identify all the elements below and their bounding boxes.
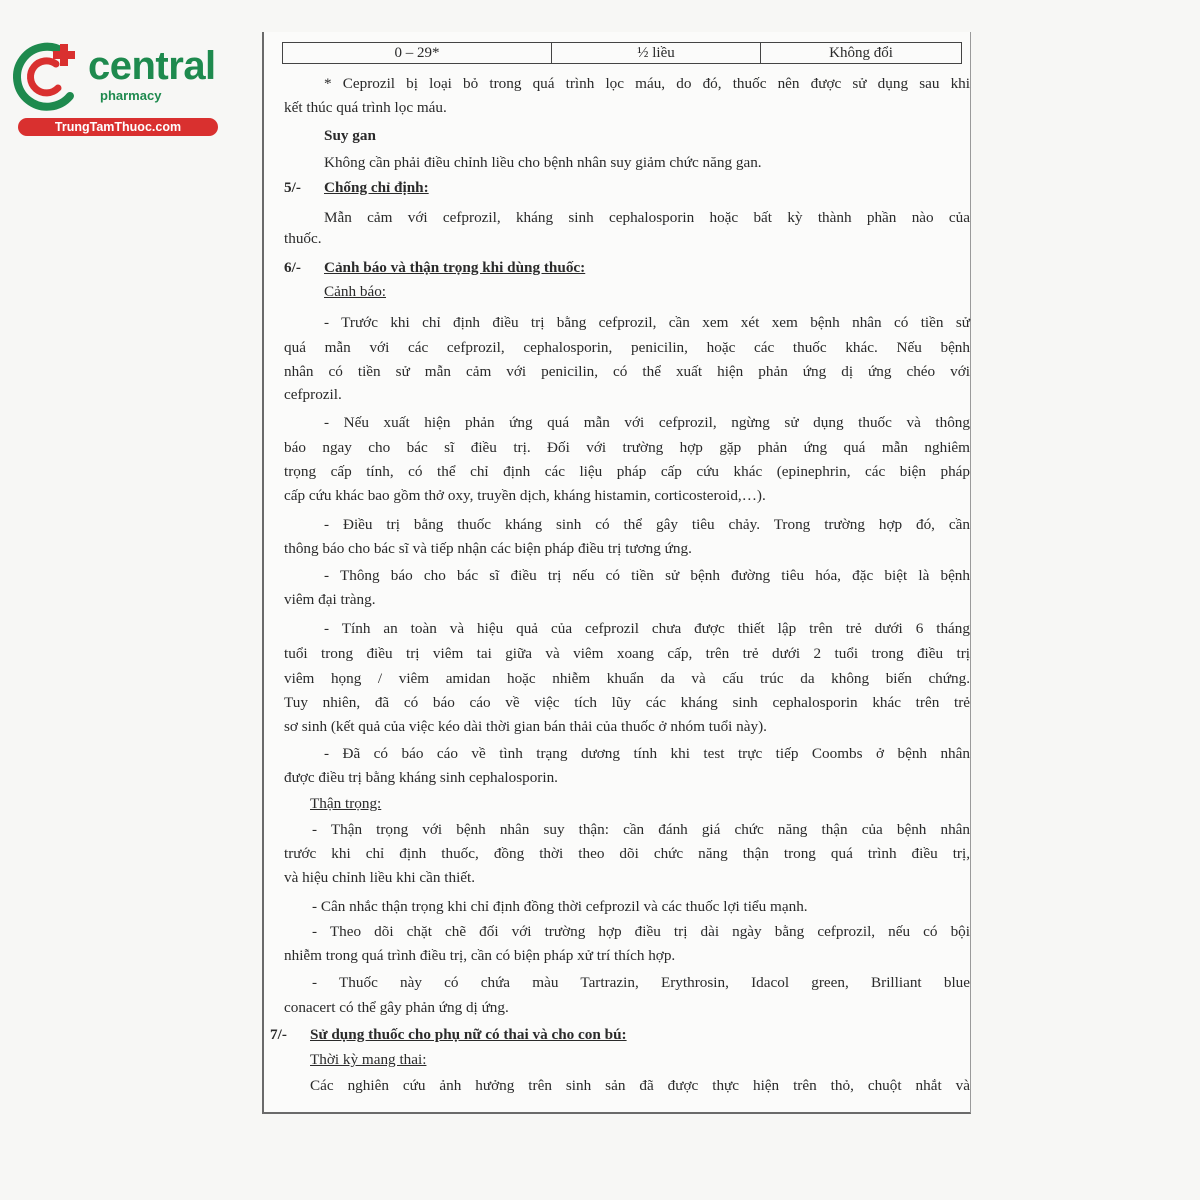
text-line: trước khi chỉ định thuốc, đồng thời theo dõi chức năng thận trong quá trình điều trị, — [284, 845, 970, 862]
section-title: Chống chỉ định: — [324, 179, 429, 196]
subheading-canh-bao: Cảnh báo: — [324, 283, 387, 300]
table-cell-clearance: 0 – 29* — [283, 43, 552, 64]
text-line: - Nếu xuất hiện phản ứng quá mẫn với cefprozil, ngừng sử dụng thuốc và thông — [324, 414, 970, 431]
section-number: 5/- — [284, 179, 301, 196]
section-number: 6/- — [284, 259, 301, 276]
text-line: nhiễm trong quá trình điều trị, cần có biện pháp xử trí thích hợp. — [284, 947, 676, 964]
subheading-suy-gan: Suy gan — [324, 127, 376, 144]
text-line: kết thúc quá trình lọc máu. — [284, 99, 447, 116]
brand-subtitle: pharmacy — [100, 88, 162, 103]
document-text — [264, 32, 970, 1112]
text-line: tuổi trong điều trị viêm tai giữa và viêm xoang cấp, trên trẻ dưới 2 tuổi trong điều trị — [284, 645, 970, 662]
text-line: - Thông báo cho bác sĩ điều trị nếu có tiền sử bệnh đường tiêu hóa, đặc biệt là bệnh — [324, 567, 970, 584]
text-line: viêm họng / viêm amidan hoặc nhiễm khuẩn da và cấu trúc da không biến chứng. — [284, 670, 970, 687]
text-line: - Tính an toàn và hiệu quả của cefprozil chưa được thiết lập trên trẻ dưới 6 tháng — [324, 620, 970, 637]
text-line: cấp cứu khác bao gồm thở oxy, truyền dịch, kháng histamin, corticosteroid,…). — [284, 487, 766, 504]
pharmacy-cross-icon — [8, 38, 88, 118]
subheading-thoi-ky-mang-thai: Thời kỳ mang thai: — [310, 1051, 427, 1068]
text-line: Không cần phải điều chỉnh liều cho bệnh nhân suy giảm chức năng gan. — [324, 154, 762, 171]
section-number: 7/- — [270, 1026, 287, 1043]
text-line: conacert có thể gây phản ứng dị ứng. — [284, 999, 509, 1016]
text-line: sơ sinh (kết quả của việc kéo dài thời gian bán thải của thuốc ở nhóm tuổi này). — [284, 718, 767, 735]
text-line: thông báo cho bác sĩ và tiếp nhận các biện pháp điều trị tương ứng. — [284, 540, 692, 557]
text-line: quá mẫn với các cefprozil, cephalosporin, penicilin, hoặc các thuốc khác. Nếu bệnh — [284, 339, 970, 356]
brand-name: central — [88, 44, 216, 88]
text-line: Các nghiên cứu ảnh hưởng trên sinh sản đã được thực hiện trên thỏ, chuột nhắt và — [310, 1077, 970, 1094]
text-line: cefprozil. — [284, 386, 342, 403]
text-line: - Đã có báo cáo về tình trạng dương tính khi test trực tiếp Coombs ở bệnh nhân — [324, 745, 970, 762]
text-line: viêm đại tràng. — [284, 591, 376, 608]
text-line: và hiệu chỉnh liều khi cần thiết. — [284, 869, 476, 886]
subheading-than-trong: Thận trọng: — [310, 795, 382, 812]
text-line: - Theo dõi chặt chẽ đối với trường hợp điều trị dài ngày bằng cefprozil, nếu có bội — [312, 923, 970, 940]
text-line: trọng cấp tính, có thể chỉ định các liệu pháp cấp cứu khác (epinephrin, các biện pháp — [284, 463, 970, 480]
table-cell-interval: Không đổi — [761, 43, 962, 64]
text-line: - Trước khi chỉ định điều trị bằng cefprozil, cần xem xét xem bệnh nhân có tiền sử — [324, 314, 970, 331]
text-line: được điều trị bằng kháng sinh cephalosporin. — [284, 769, 558, 786]
text-line: thuốc. — [284, 230, 322, 247]
section-title: Cảnh báo và thận trọng khi dùng thuốc: — [324, 259, 586, 276]
text-line: nhân có tiền sử mẫn cảm với penicilin, có thể xuất hiện phản ứng dị ứng chéo với — [284, 363, 970, 380]
text-line: - Thuốc này có chứa màu Tartrazin, Erythrosin, Idacol green, Brilliant blue — [312, 974, 970, 991]
text-line: - Cân nhắc thận trọng khi chỉ định đồng thời cefprozil và các thuốc lợi tiểu mạnh. — [312, 898, 808, 915]
text-line: báo ngay cho bác sĩ điều trị. Đối với trường hợp gặp phản ứng quá mẫn nghiêm — [284, 439, 970, 456]
text-line: * Ceprozil bị loại bỏ trong quá trình lọc máu, do đó, thuốc nên được sử dụng sau khi — [324, 75, 970, 92]
text-line: - Điều trị bằng thuốc kháng sinh có thể gây tiêu chảy. Trong trường hợp đó, cần — [324, 516, 970, 533]
document-page — [262, 32, 971, 1114]
table-cell-dose: ½ liều — [552, 43, 761, 64]
text-line: - Thận trọng với bệnh nhân suy thận: cần đánh giá chức năng thận của bệnh nhân — [312, 821, 970, 838]
section-title: Sử dụng thuốc cho phụ nữ có thai và cho con bú: — [310, 1026, 627, 1043]
brand-url-badge: TrungTamThuoc.com — [18, 118, 218, 136]
text-line: Tuy nhiên, đã có báo cáo về việc tích lũy các kháng sinh cephalosporin khác trên trẻ — [284, 694, 970, 711]
text-line: Mẫn cảm với cefprozil, kháng sinh cephalosporin hoặc bất kỳ thành phần nào của — [324, 209, 970, 226]
central-pharmacy-logo — [8, 38, 216, 138]
